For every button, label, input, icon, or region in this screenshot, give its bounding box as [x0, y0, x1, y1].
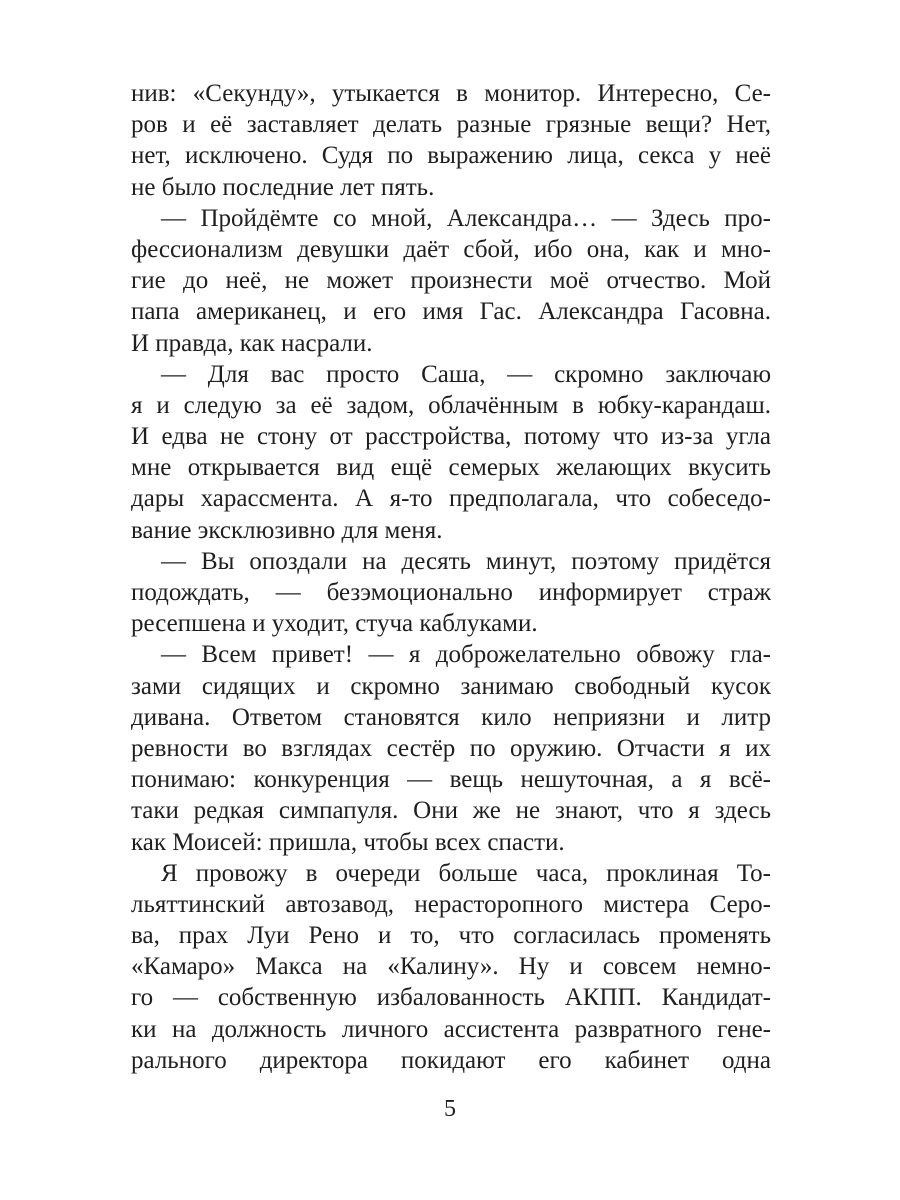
text-line: го — собственную избалованность АКПП. Кандидат-: [131, 984, 771, 1012]
text-line: ревности во взглядах сестёр по оружию. Отчасти я их: [131, 734, 771, 762]
text-line: мне открывается вид ещё семерых желающих вкусить: [131, 454, 771, 482]
paragraph: [131, 639, 771, 857]
page-number: 5: [444, 1096, 456, 1122]
text-line: Я провожу в очереди больше часа, проклиная То-: [161, 859, 771, 887]
text-line: вание эксклюзивно для меня.: [131, 516, 443, 544]
text-line: подождать, — безэмоционально информирует страж: [131, 579, 771, 606]
text-line: рального директора покидают его кабинет одна: [131, 1046, 771, 1074]
text-line: не было последние лет пять.: [131, 173, 435, 201]
text-line: ки на должность личного ассистента развратного гене-: [131, 1015, 771, 1043]
text-line: фессионализм девушки даёт сбой, ибо она, как и мно-: [131, 235, 771, 263]
paragraph: [131, 203, 771, 359]
text-line: И правда, как насрали.: [131, 329, 373, 357]
text-line: — Пройдёмте со мной, Александра… — Здесь про-: [161, 204, 771, 232]
text-line: ва, прах Луи Рено и то, что согласилась променять: [131, 922, 771, 950]
text-line: дивана. Ответом становятся кило неприязни и литр: [131, 703, 771, 731]
text-line: ресепшена и уходит, стуча каблуками.: [131, 610, 538, 638]
text-line: — Для вас просто Саша, — скромно заключаю: [161, 360, 771, 388]
text-line: папа американец, и его имя Гас. Александра Гасовна.: [131, 298, 771, 326]
text-line: дары харассмента. А я-то предполагала, что собеседо-: [131, 485, 771, 513]
text-line: я и следую за её задом, облачённым в юбку-карандаш.: [131, 391, 771, 419]
paragraph: [131, 858, 771, 1076]
text-line: нив: «Секунду», утыкается в монитор. Интересно, Се-: [131, 80, 771, 107]
text-line: — Вы опоздали на десять минут, поэтому придётся: [161, 547, 771, 575]
paragraph: [131, 78, 771, 203]
text-line: гие до неё, не может произнести моё отчество. Мой: [131, 267, 771, 295]
text-line: нет, исключено. Судя по выражению лица, секса у неё: [131, 142, 771, 170]
text-line: понимаю: конкуренция — вещь нешуточная, а я всё-: [131, 766, 771, 794]
text-line: льяттинский автозавод, нерасторопного мистера Серо-: [131, 890, 771, 918]
page-body-text: [131, 78, 771, 1076]
paragraph: [131, 546, 771, 640]
text-line: таки редкая симпапуля. Они же не знают, что я здесь: [131, 797, 771, 825]
paragraph: [131, 359, 771, 546]
text-line: зами сидящих и скромно занимаю свободный кусок: [131, 672, 771, 700]
text-line: — Всем привет! — я доброжелательно обвожу гла-: [161, 641, 771, 669]
text-line: «Камаро» Макса на «Калину». Ну и совсем немно-: [131, 953, 771, 981]
text-line: ров и её заставляет делать разные грязные вещи? Нет,: [131, 111, 771, 139]
text-line: И едва не стону от расстройства, потому что из-за угла: [131, 423, 771, 451]
text-line: как Моисей: пришла, чтобы всех спасти.: [131, 828, 565, 856]
